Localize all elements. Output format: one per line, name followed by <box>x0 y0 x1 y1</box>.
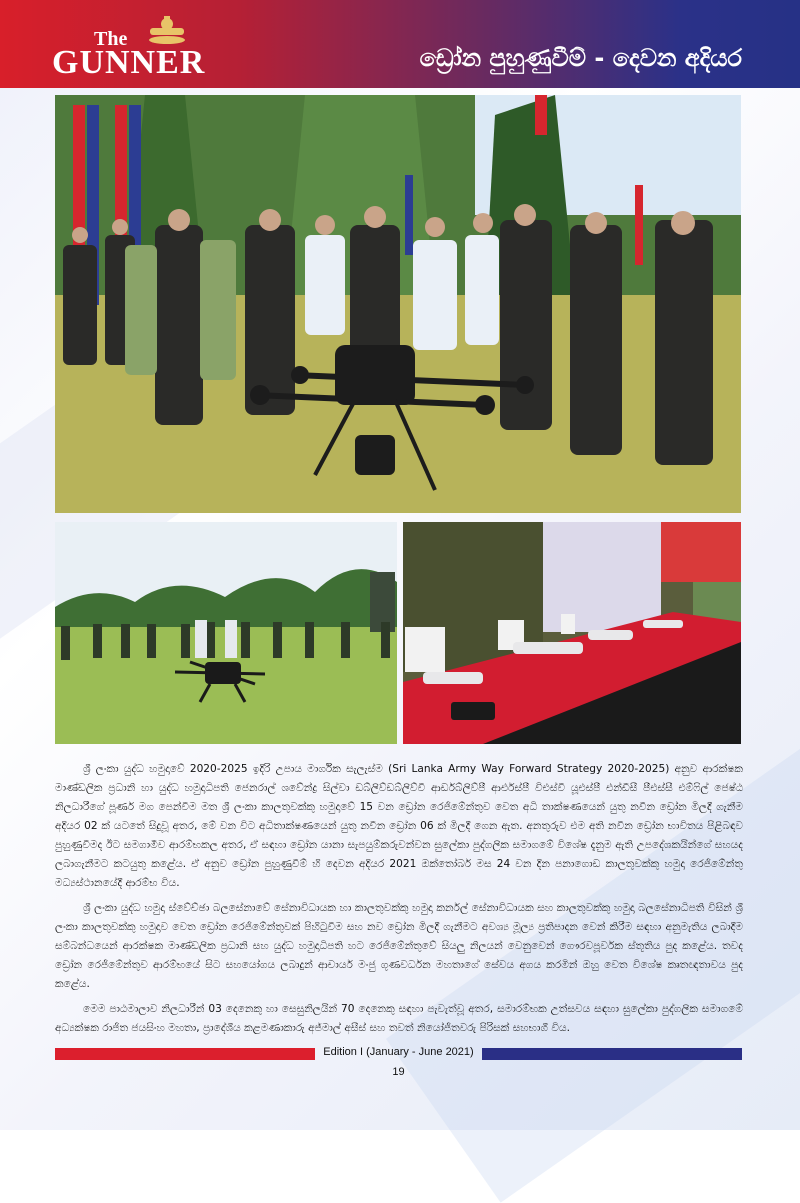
page-number: 19 <box>392 1066 405 1078</box>
logo-the-text: The <box>94 28 128 50</box>
exhibition-photo-graphic <box>403 522 741 744</box>
field-photo <box>55 522 397 744</box>
article-paragraph: ශ්‍රී ලංකා යුද්ධ හමුදා ස්වේච්ඡා බලසේනාවේ සේනාවිධායක හා කාලතුවක්කු හමුදා කර්නල් සේනාවිධායක සහ කාලතුවක්කු හමුදා බලසේනාධිපති විසින් ශ්‍රී ලංකා කාලතුවක්කු හමුදාව වෙත ඩ්‍රෝන රෙජිමේන්තුවක් පිහිටුවීම සහ නව ඩ්‍රෝන මිලදී ගැනීමට අවශ්‍ය මූල්‍ය ප්‍රතිපාදන වෙන් කිරීම සඳහා අනුමැතිය ලබාදීම සම්බන්ධයෙන් ආරක්ෂක මාණ්ඩලික ප්‍රධානි සහ යුද්ධ හමුදාධිපති හට රෙජිමේන්තුවේ සියලු නිලයන් වෙනුවෙන් ගෞරවපූර්වක ස්තූතිය පුද කළේය. තවද ඩ්‍රෝන රෙජිමේන්තුව ආරම්භයේ සිට සහයෝගය ලබාදුන් ආචාර්ය මංජු ගුණවර්ධන මහතාගේ සේවය අගය කරමින් ඔහු වෙත විශේෂ කෘතඥතාවය පුද කළේය. <box>55 902 743 990</box>
article-paragraph: මෙම පාඨමාලාව නිලධාරීන් 03 දෙනෙකු හා සෙසුනිලයින් 70 දෙනෙකු සඳහා පැවැත්වූ අතර, සමාරම්භක උත්සවය සඳහා සුලේකා පුද්ගලික සමාගමේ අධ්‍යක්ෂක රාජිත ජයසිංහ මහතා, ප්‍රාදේශීය කළමණාකාරු අජ්මාල් අසීස් සහ තවත් නියෝජිතවරු පිරිසක් සහභාගී විය. <box>55 1003 743 1034</box>
logo-gunner-text: GUNNER <box>52 44 206 81</box>
article-paragraph: ශ්‍රී ලංකා යුද්ධ හමුදාවේ 2020-2025 ඉදිරි උපාය මාර්ගික සැලැස්ම (Sri Lanka Army Way Forward Strategy 2020-2025) අනුව ආරක්ෂක මාණ්ඩලික ප්‍රධානි හා යුද්ධ හමුදාධිපති ජෙනරාල් ශවේන්ද්‍ර සිල්වා ඩබ්ලිව්ඩබ්ලිව්වී ආර්ඩබ්ලිව්පී ආර්එස්පී විඑස්වී යූඑස්පී එන්ඩීසී පීඑස්සී එම්ෆිල් ජෙෂ්ඨ නිලධාරීගේ පූර්ණ මග පෙන්වීම මත ශ්‍රී ලංකා කාලතුවක්කු හමුදාවේ 15 වන ඩ්‍රෝන රෙජිමේන්තුව වෙත අධි තාක්ෂණයෙන් යුතු නවීන ඩ්‍රෝන මිලදී ගැනීම අදියර 02 ක් යටතේ සිදුවූ අතර, මේ වන විට අධිතාක්ෂණයෙන් යුතු නවීන ඩ්‍රෝන 06 ක් මිලදී ගෙන ඇත. අනතුරුව එම අති නවීන ඩ්‍රෝන භාවිතය පිළිබඳව පුහුණුවීමද ඊට සමගාමීව ආරම්භකල අතර, ඒ සඳහා ඩ්‍රෝන යානා සැපයුම්කරුවන්වන සුලේකා පුද්ගලික සමාගමේ විශේෂ දැනුම ඇති උපදේශකයින්ගේ සහයද ලබාගැනීමට කටයුතු කළේය. ඒ අනුව ඩ්‍රෝන පුහුණුවීම් හි දෙවන අදියර 2021 ඔක්තෝබර් මස 24 වන දින පනාගොඩ කාලතුවක්කු හමුදා රෙජිමේන්තු මධ්‍යස්ථානයේදී ආරම්භ විය. <box>55 763 743 889</box>
footer-red-bar <box>55 1048 315 1060</box>
exhibition-photo <box>403 522 741 744</box>
page-header <box>0 0 800 88</box>
gunner-logo <box>52 14 206 81</box>
main-photo <box>55 95 741 513</box>
field-photo-graphic <box>55 522 397 744</box>
footer-blue-bar <box>482 1048 742 1060</box>
footer-edition: Edition I (January - June 2021) <box>323 1046 474 1058</box>
article-body <box>55 760 743 1044</box>
cannon-crest-icon <box>142 14 192 46</box>
ceremony-photo-graphic <box>55 95 741 513</box>
page-title: ඩ්‍රෝන පුහුණුවීම් - දෙවන අදියර <box>419 44 742 72</box>
